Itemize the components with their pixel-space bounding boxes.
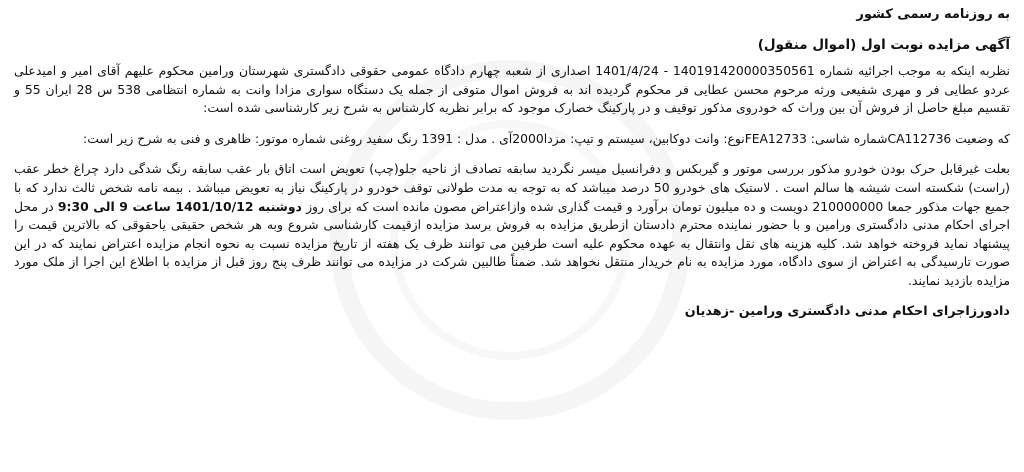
auction-details-text-start: بعلت غیرقابل حرک بودن خودرو مذکور بررسی موتور و گیربکس و دفرانسیل میسر نگردید سابقه تصادف از ناحیه جلو(چپ) تعویض است اتاق بار عقب سابقه رنگ شدگی دارد چراغ خطر عقب (راست) شکسته است شیشه ها سالم است . لاستیک های خودرو 50 درصد میباشد که به توجه به مدت طولانی توقف خودرو در پارکینگ نیاز به تعویض میباشد . بیمه نامه شخص ثالث ندارد که با جمیع جهات مذکور جمعا 210000000 دویست و ده میلیون تومان برآورد و قیمت گذاری شده وازاعتراض مصون مانده است که برای روز [14,161,1010,214]
paragraph-auction-details [14,160,1010,290]
notice-title: آگهی مزایده نوبت اول (اموال منقول) [757,37,1010,53]
newspaper-name: به روزنامه رسمی کشور [856,7,1010,22]
paragraph-execution-order: نظربه اینکه به موجب اجرائیه شماره 140191420000350561 - 1401/4/24 اصداری از شعبه چهارم دادگاه عمومی حقوقی دادگستری شهرستان ورامین محکوم علیهم آقای امیر و امیدعلی عردو عطایی فر و مهری شفیعی ورثه مرحوم محسن عطایی فر محکوم گردیده اند به فروش اموال متوفی از جمله یک دستگاه سواری مزادا وانت به شماره انتظامی 538 س 28 ایران 55 و تقسیم مبلغ حاصل از فروش آن بین وراث که خودروی مذکور توقیف و در پارکینگ خصارک موجود که برابر نظریه کارشناس به شرح زیر کارشناسی شده است: [14,63,1010,116]
auction-details-text-end: در محل اجرای احکام مدنی دادگستری ورامین و با حضور نماینده محترم دادستان ازطریق مزایده به فروش برسد مزایده ازقیمت کارشناسی شروع وبه هر شخص حقیقی یاحقوقی که بالاترین قیمت را پیشنهاد نماید فروخته خواهد شد. کلیه هزینه های نقل وانتقال به عهده محکوم علیه است طرفین می توانند ظرف یک هفته از تاریخ مزایده نسبت به نحوه انجام مزایده اعتراض نمایند که در این صورت تارسیدگی به اعتراض از سوی دادگاه، مورد مزایده به نام خریدار منتقل نخواهد شد. ضمناً طالبین شرکت در مزایده می توانند ظرف پنج روز قبل از مزایده با اطلاع این اجرا از ملک مورد مزایده بازدید نمایند. [14,198,1010,288]
signature-footer: دادورزاجرای احکام مدنی دادگستری ورامین -زهدیان [684,303,1010,319]
auction-date-time: دوشنبه 1401/10/12 ساعت 9 الی 9:30 [57,198,302,214]
paragraph-vehicle-specs: که وضعیت CA112736شماره شاسی: FEA12733نوع: وانت دوکابین، سیستم و تیپ: مزدا2000آی . مدل : 1391 رنگ سفید روغنی شماره موتور: ظاهری و فنی به شرح زیر است: [83,130,1010,146]
